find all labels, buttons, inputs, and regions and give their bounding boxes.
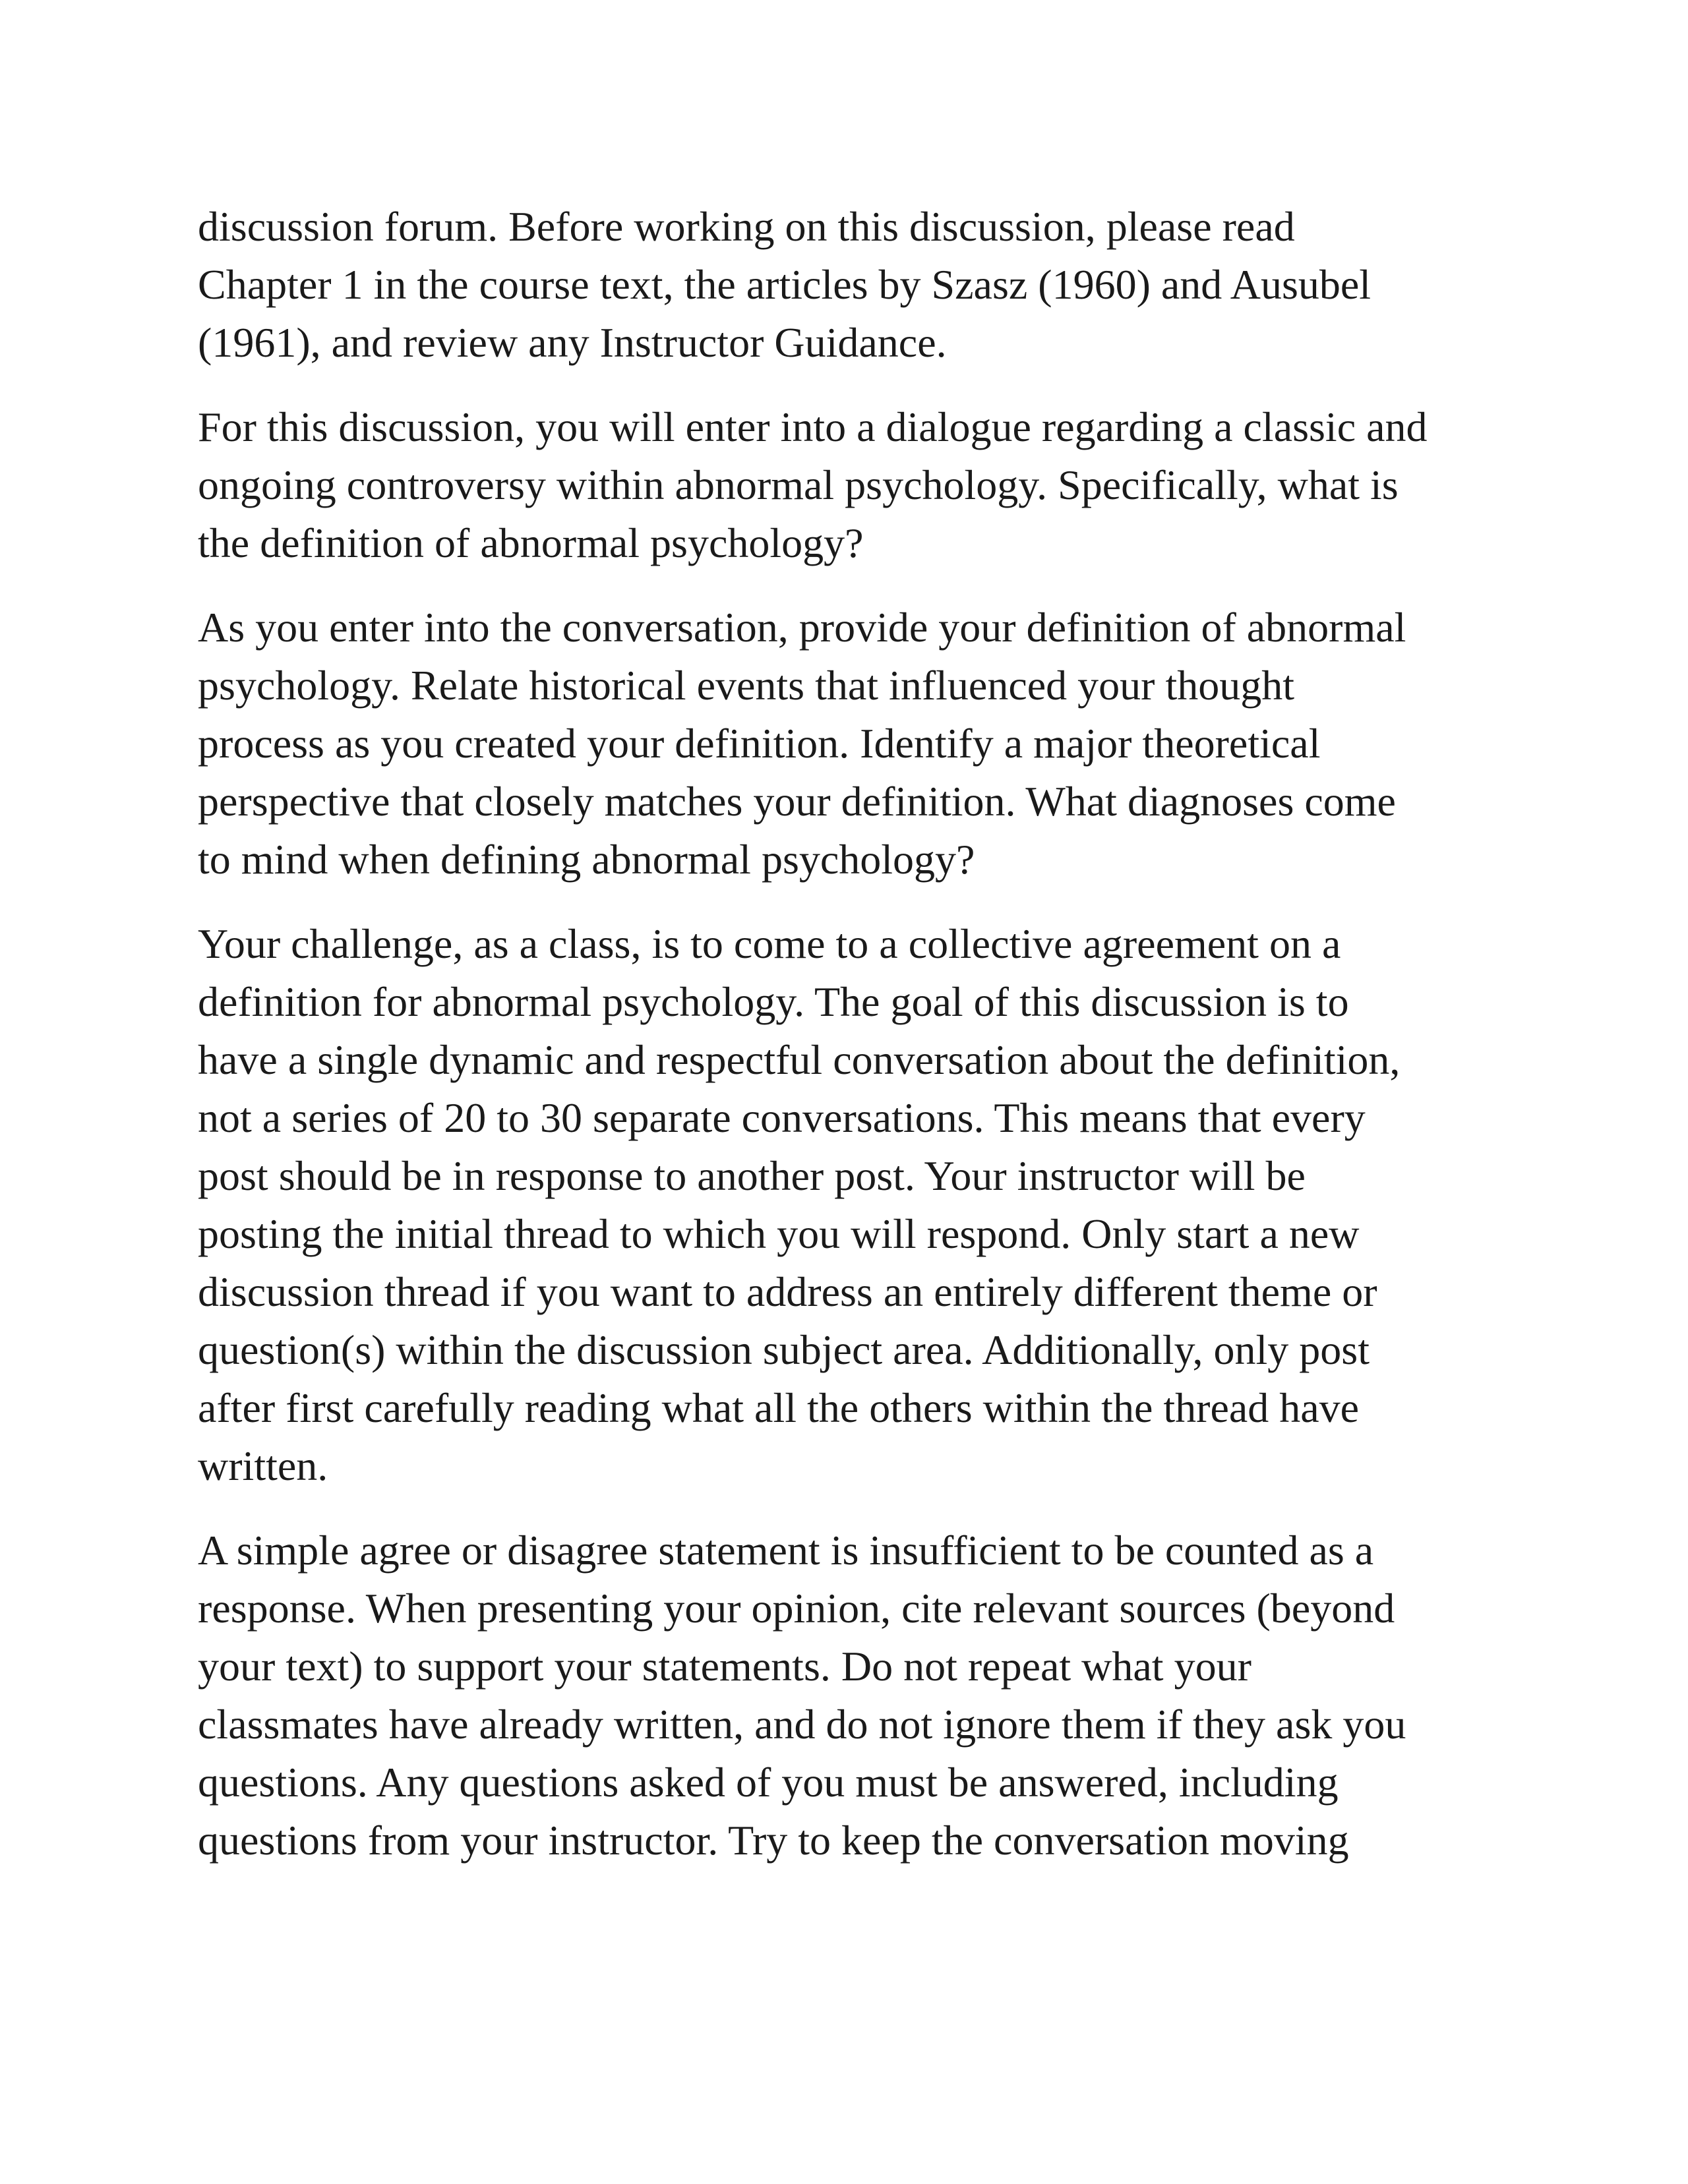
text-line: ongoing controversy within abnormal psychology. Specifically, what is [198, 461, 1399, 508]
text-line: For this discussion, you will enter into a dialogue regarding a classic and [198, 403, 1428, 450]
text-line: questions from your instructor. Try to keep the conversation moving [198, 1817, 1349, 1864]
paragraph-response-requirements [198, 1521, 1503, 1870]
text-line: (1961), and review any Instructor Guidance. [198, 319, 947, 366]
text-line: Chapter 1 in the course text, the articles by Szasz (1960) and Ausubel [198, 261, 1372, 308]
text-line: discussion forum. Before working on this discussion, please read [198, 203, 1295, 250]
text-line: question(s) within the discussion subject area. Additionally, only post [198, 1326, 1370, 1373]
text-line: perspective that closely matches your definition. What diagnoses come [198, 778, 1396, 825]
text-line: have a single dynamic and respectful conversation about the definition, [198, 1036, 1401, 1083]
text-line: your text) to support your statements. Do not repeat what your [198, 1643, 1251, 1690]
text-line: not a series of 20 to 30 separate conversations. This means that every [198, 1094, 1366, 1141]
paragraph-definition-prompt [198, 599, 1503, 889]
text-line: response. When presenting your opinion, cite relevant sources (beyond [198, 1585, 1395, 1632]
text-line: As you enter into the conversation, provide your definition of abnormal [198, 604, 1406, 651]
text-line: questions. Any questions asked of you must be answered, including [198, 1759, 1339, 1806]
text-line: after first carefully reading what all the others within the thread have [198, 1384, 1360, 1431]
paragraph-reading-instructions [198, 198, 1503, 372]
text-line: process as you created your definition. Identify a major theoretical [198, 720, 1321, 767]
text-line: A simple agree or disagree statement is insufficient to be counted as a [198, 1527, 1374, 1574]
paragraph-discussion-topic [198, 398, 1503, 572]
text-line: the definition of abnormal psychology? [198, 519, 864, 566]
text-line: posting the initial thread to which you will respond. Only start a new [198, 1210, 1360, 1257]
text-line: Your challenge, as a class, is to come to a collective agreement on a [198, 920, 1341, 967]
text-line: written. [198, 1442, 328, 1489]
document-body [198, 198, 1503, 1896]
text-line: psychology. Relate historical events that influenced your thought [198, 662, 1294, 709]
text-line: definition for abnormal psychology. The goal of this discussion is to [198, 978, 1349, 1025]
text-line: to mind when defining abnormal psychology? [198, 836, 975, 883]
paragraph-class-challenge [198, 915, 1503, 1495]
text-line: post should be in response to another post. Your instructor will be [198, 1152, 1306, 1199]
text-line: discussion thread if you want to address an entirely different theme or [198, 1268, 1377, 1315]
text-line: classmates have already written, and do not ignore them if they ask you [198, 1701, 1406, 1748]
